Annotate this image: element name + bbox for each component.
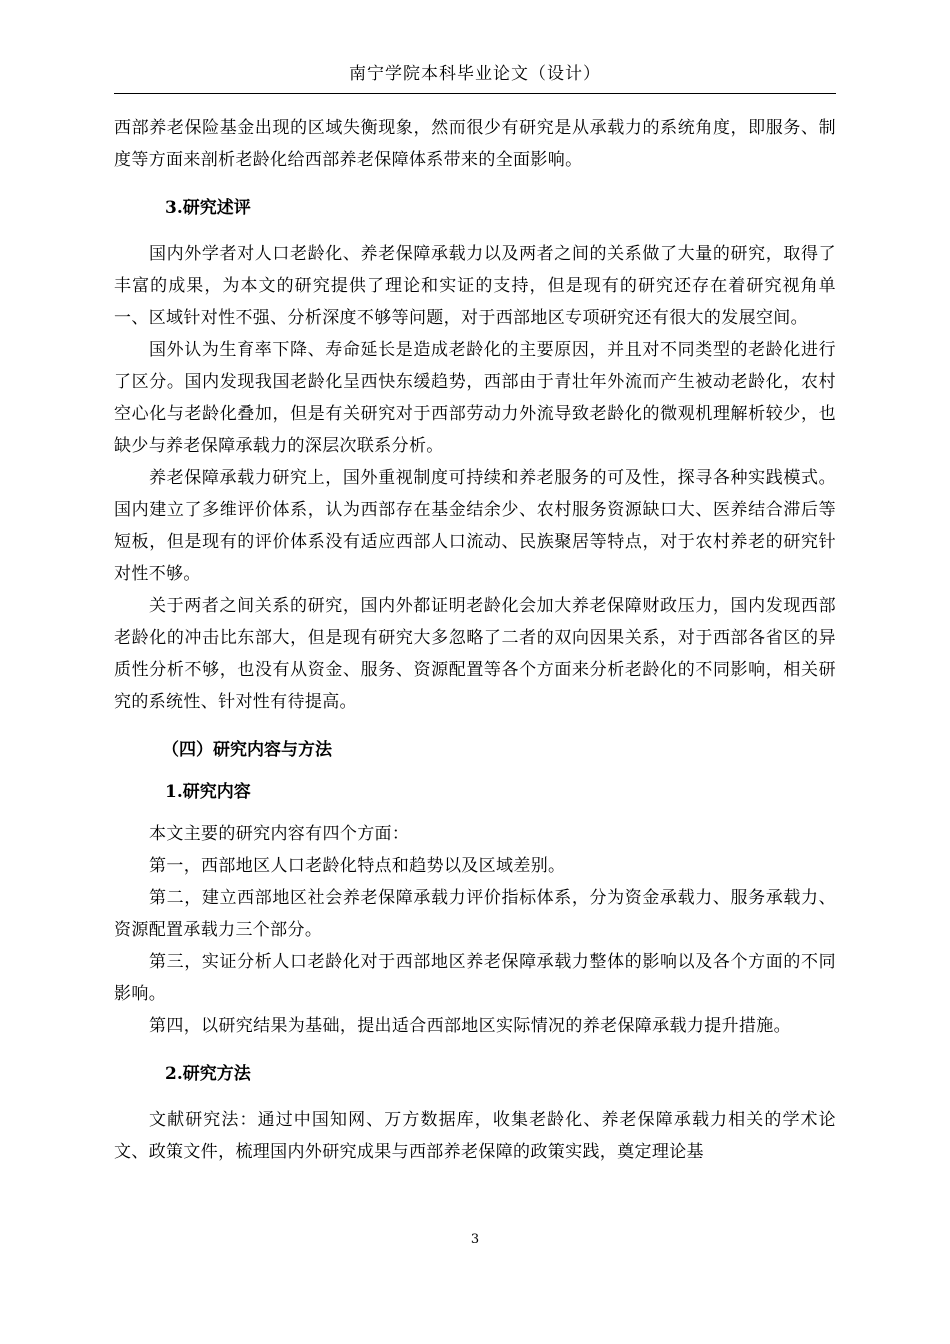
section-heading-review: 3.研究述评 [165, 198, 251, 218]
section-heading-research-method: 2.研究方法 [165, 1064, 251, 1084]
section-heading-content-method: （四）研究内容与方法 [162, 740, 332, 760]
header-divider [114, 93, 836, 94]
paragraph: 养老保障承载力研究上，国外重视制度可持续和养老服务的可及性，探寻各种实践模式。国内建立了多维评价体系，认为西部存在基金结余少、农村服务资源缺口大、医养结合滞后等短板，但是现有的评价体系没有适应西部人口流动、民族聚居等特点，对于农村养老的研究针对性不够。 [114, 468, 836, 584]
page-number: 3 [470, 1232, 480, 1247]
paragraph: 文献研究法：通过中国知网、万方数据库，收集老龄化、养老保障承载力相关的学术论文、政策文件，梳理国内外研究成果与西部养老保障的政策实践，奠定理论基 [114, 1110, 836, 1162]
paragraph: 国内外学者对人口老龄化、养老保障承载力以及两者之间的关系做了大量的研究，取得了丰富的成果，为本文的研究提供了理论和实证的支持，但是现有的研究还存在着研究视角单一、区域针对性不强、分析深度不够等问题，对于西部地区专项研究还有很大的发展空间。 [114, 244, 836, 328]
paragraph: 西部养老保险基金出现的区域失衡现象，然而很少有研究是从承载力的系统角度，即服务、制度等方面来剖析老龄化给西部养老保障体系带来的全面影响。 [114, 118, 836, 170]
paragraph: 关于两者之间关系的研究，国内外都证明老龄化会加大养老保障财政压力，国内发现西部老龄化的冲击比东部大，但是现有研究大多忽略了二者的双向因果关系，对于西部各省区的异质性分析不够，也没有从资金、服务、资源配置等各个方面来分析老龄化的不同影响，相关研究的系统性、针对性有待提高。 [114, 596, 836, 712]
paragraph: 第二，建立西部地区社会养老保障承载力评价指标体系，分为资金承载力、服务承载力、资源配置承载力三个部分。 [114, 888, 836, 940]
paragraph: 本文主要的研究内容有四个方面： [149, 824, 410, 844]
page-header-title: 南宁学院本科毕业论文（设计） [349, 64, 601, 84]
paragraph: 国外认为生育率下降、寿命延长是造成老龄化的主要原因，并且对不同类型的老龄化进行了区分。国内发现我国老龄化呈西快东缓趋势，西部由于青壮年外流而产生被动老龄化，农村空心化与老龄化叠加，但是有关研究对于西部劳动力外流导致老龄化的微观机理解析较少，也缺少与养老保障承载力的深层次联系分析。 [114, 340, 836, 456]
section-heading-research-content: 1.研究内容 [165, 782, 251, 802]
paragraph: 第四，以研究结果为基础，提出适合西部地区实际情况的养老保障承载力提升措施。 [149, 1016, 791, 1036]
paragraph: 第一，西部地区人口老龄化特点和趋势以及区域差别。 [149, 856, 566, 876]
paragraph: 第三，实证分析人口老龄化对于西部地区养老保障承载力整体的影响以及各个方面的不同影响。 [114, 952, 836, 1004]
document-body [114, 112, 836, 1168]
